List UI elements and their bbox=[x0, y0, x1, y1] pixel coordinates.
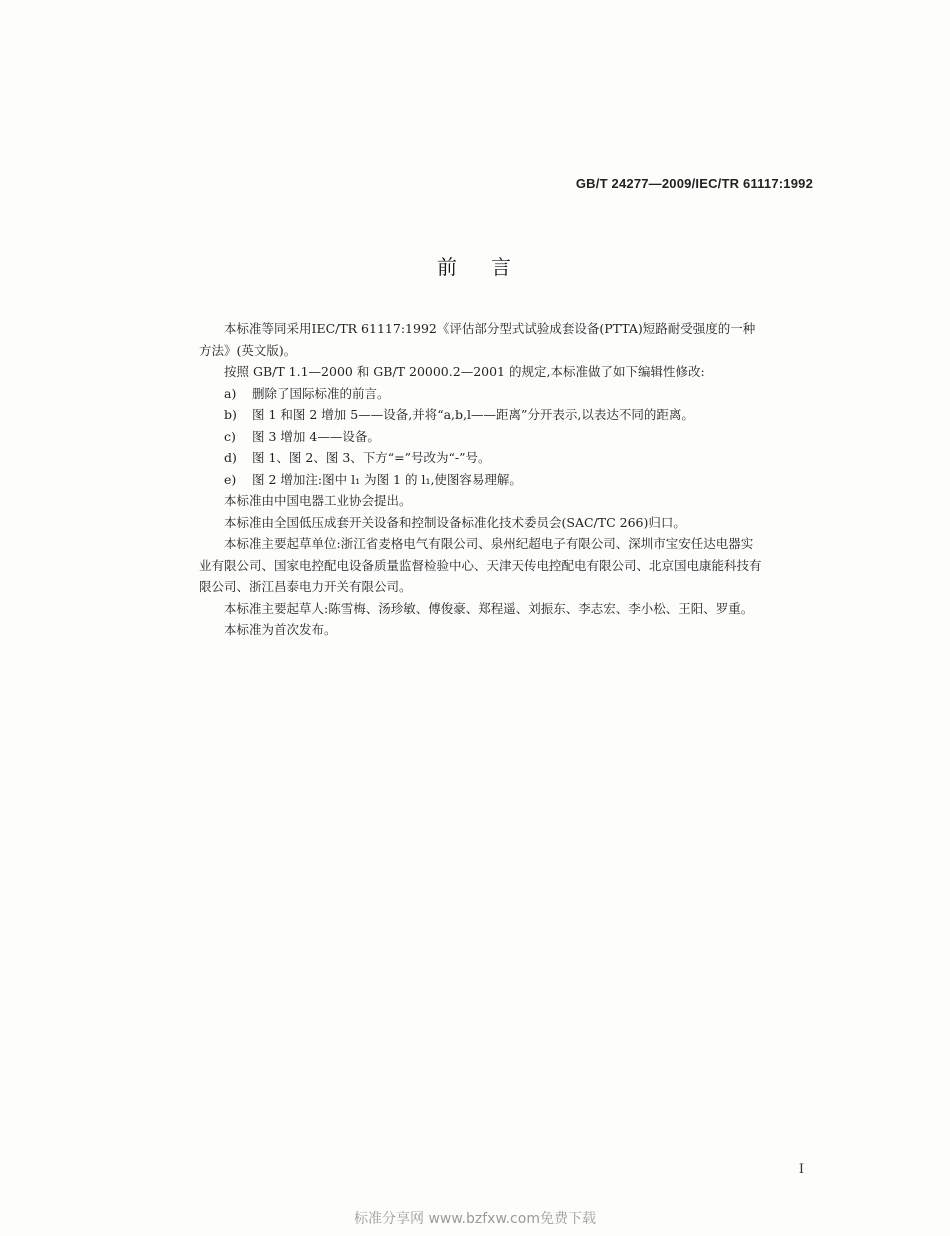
list-item-text: 图 1、图 2、图 3、下方“=”号改为“-”号。 bbox=[252, 450, 491, 465]
list-item-text: 图 3 增加 4——设备。 bbox=[252, 428, 380, 444]
paragraph-adoption-cont bbox=[199, 340, 819, 362]
list-item-text: 删除了国际标准的前言。 bbox=[252, 385, 390, 401]
list-marker: c) bbox=[224, 428, 236, 444]
list-marker: d) bbox=[224, 450, 237, 465]
list-item-text: 图 1 和图 2 增加 5——设备,并将“a,b,l——距离”分开表示,以表达不同的距离。 bbox=[252, 407, 694, 422]
paragraph-adoption-line-1: 本标准等同采用IEC/TR 61117:1992《评估部分型式试验成套设备(PTTA)短路耐受强度的一种 bbox=[224, 321, 756, 336]
list-item bbox=[199, 469, 819, 491]
title-char-1: 前 bbox=[437, 255, 459, 279]
drafting-units-line-2: 业有限公司、国家电控配电设备质量监督检验中心、天津天传电控配电有限公司、北京国电康能科技有 bbox=[199, 557, 762, 573]
drafting-units-line-3: 限公司、浙江昌泰电力开关有限公司。 bbox=[199, 579, 412, 594]
paragraph-editorial-changes: 按照 GB/T 1.1—2000 和 GB/T 20000.2—2001 的规定,本标准做了如下编辑性修改: bbox=[224, 364, 705, 379]
paragraph-adoption bbox=[199, 318, 819, 340]
drafting-units-line-1: 本标准主要起草单位:浙江省麦格电气有限公司、泉州纪超电子有限公司、深圳市宝安任达电器实 bbox=[224, 536, 754, 551]
list-marker: a) bbox=[224, 385, 237, 401]
list-item bbox=[199, 447, 819, 469]
list-marker: e) bbox=[224, 471, 237, 487]
list-item bbox=[199, 404, 819, 426]
list-item bbox=[199, 426, 819, 448]
standard-number-header: GB/T 24277—2009/IEC/TR 61117:1992 bbox=[575, 176, 813, 191]
paragraph-drafting-units bbox=[199, 533, 819, 555]
paragraph-drafting-units-cont bbox=[199, 555, 819, 577]
paragraph-adoption-line-2: 方法》(英文版)。 bbox=[199, 342, 297, 358]
paragraph-proposer: 本标准由中国电器工业协会提出。 bbox=[224, 493, 412, 508]
watermark-text: 标准分享网 www.bzfxw.com免费下载 bbox=[354, 1211, 596, 1227]
title-char-2: 言 bbox=[491, 255, 513, 279]
paragraph-drafters: 本标准主要起草人:陈雪梅、汤珍敏、傅俊豪、郑程遥、刘振东、李志宏、李小松、王阳、罗重。 bbox=[224, 600, 754, 616]
paragraph-drafting-units-cont bbox=[199, 576, 819, 598]
list-item-text: 图 2 增加注:图中 l₁ 为图 1 的 l₁,使图容易理解。 bbox=[252, 471, 522, 487]
paragraph-first-release: 本标准为首次发布。 bbox=[224, 622, 337, 637]
page-title bbox=[0, 251, 950, 280]
foreword-body bbox=[199, 318, 819, 641]
list-marker: b) bbox=[224, 407, 237, 422]
list-item bbox=[199, 383, 819, 405]
page-number: I bbox=[798, 1162, 804, 1177]
paragraph-committee: 本标准由全国低压成套开关设备和控制设备标准化技术委员会(SAC/TC 266)归口。 bbox=[224, 514, 686, 530]
